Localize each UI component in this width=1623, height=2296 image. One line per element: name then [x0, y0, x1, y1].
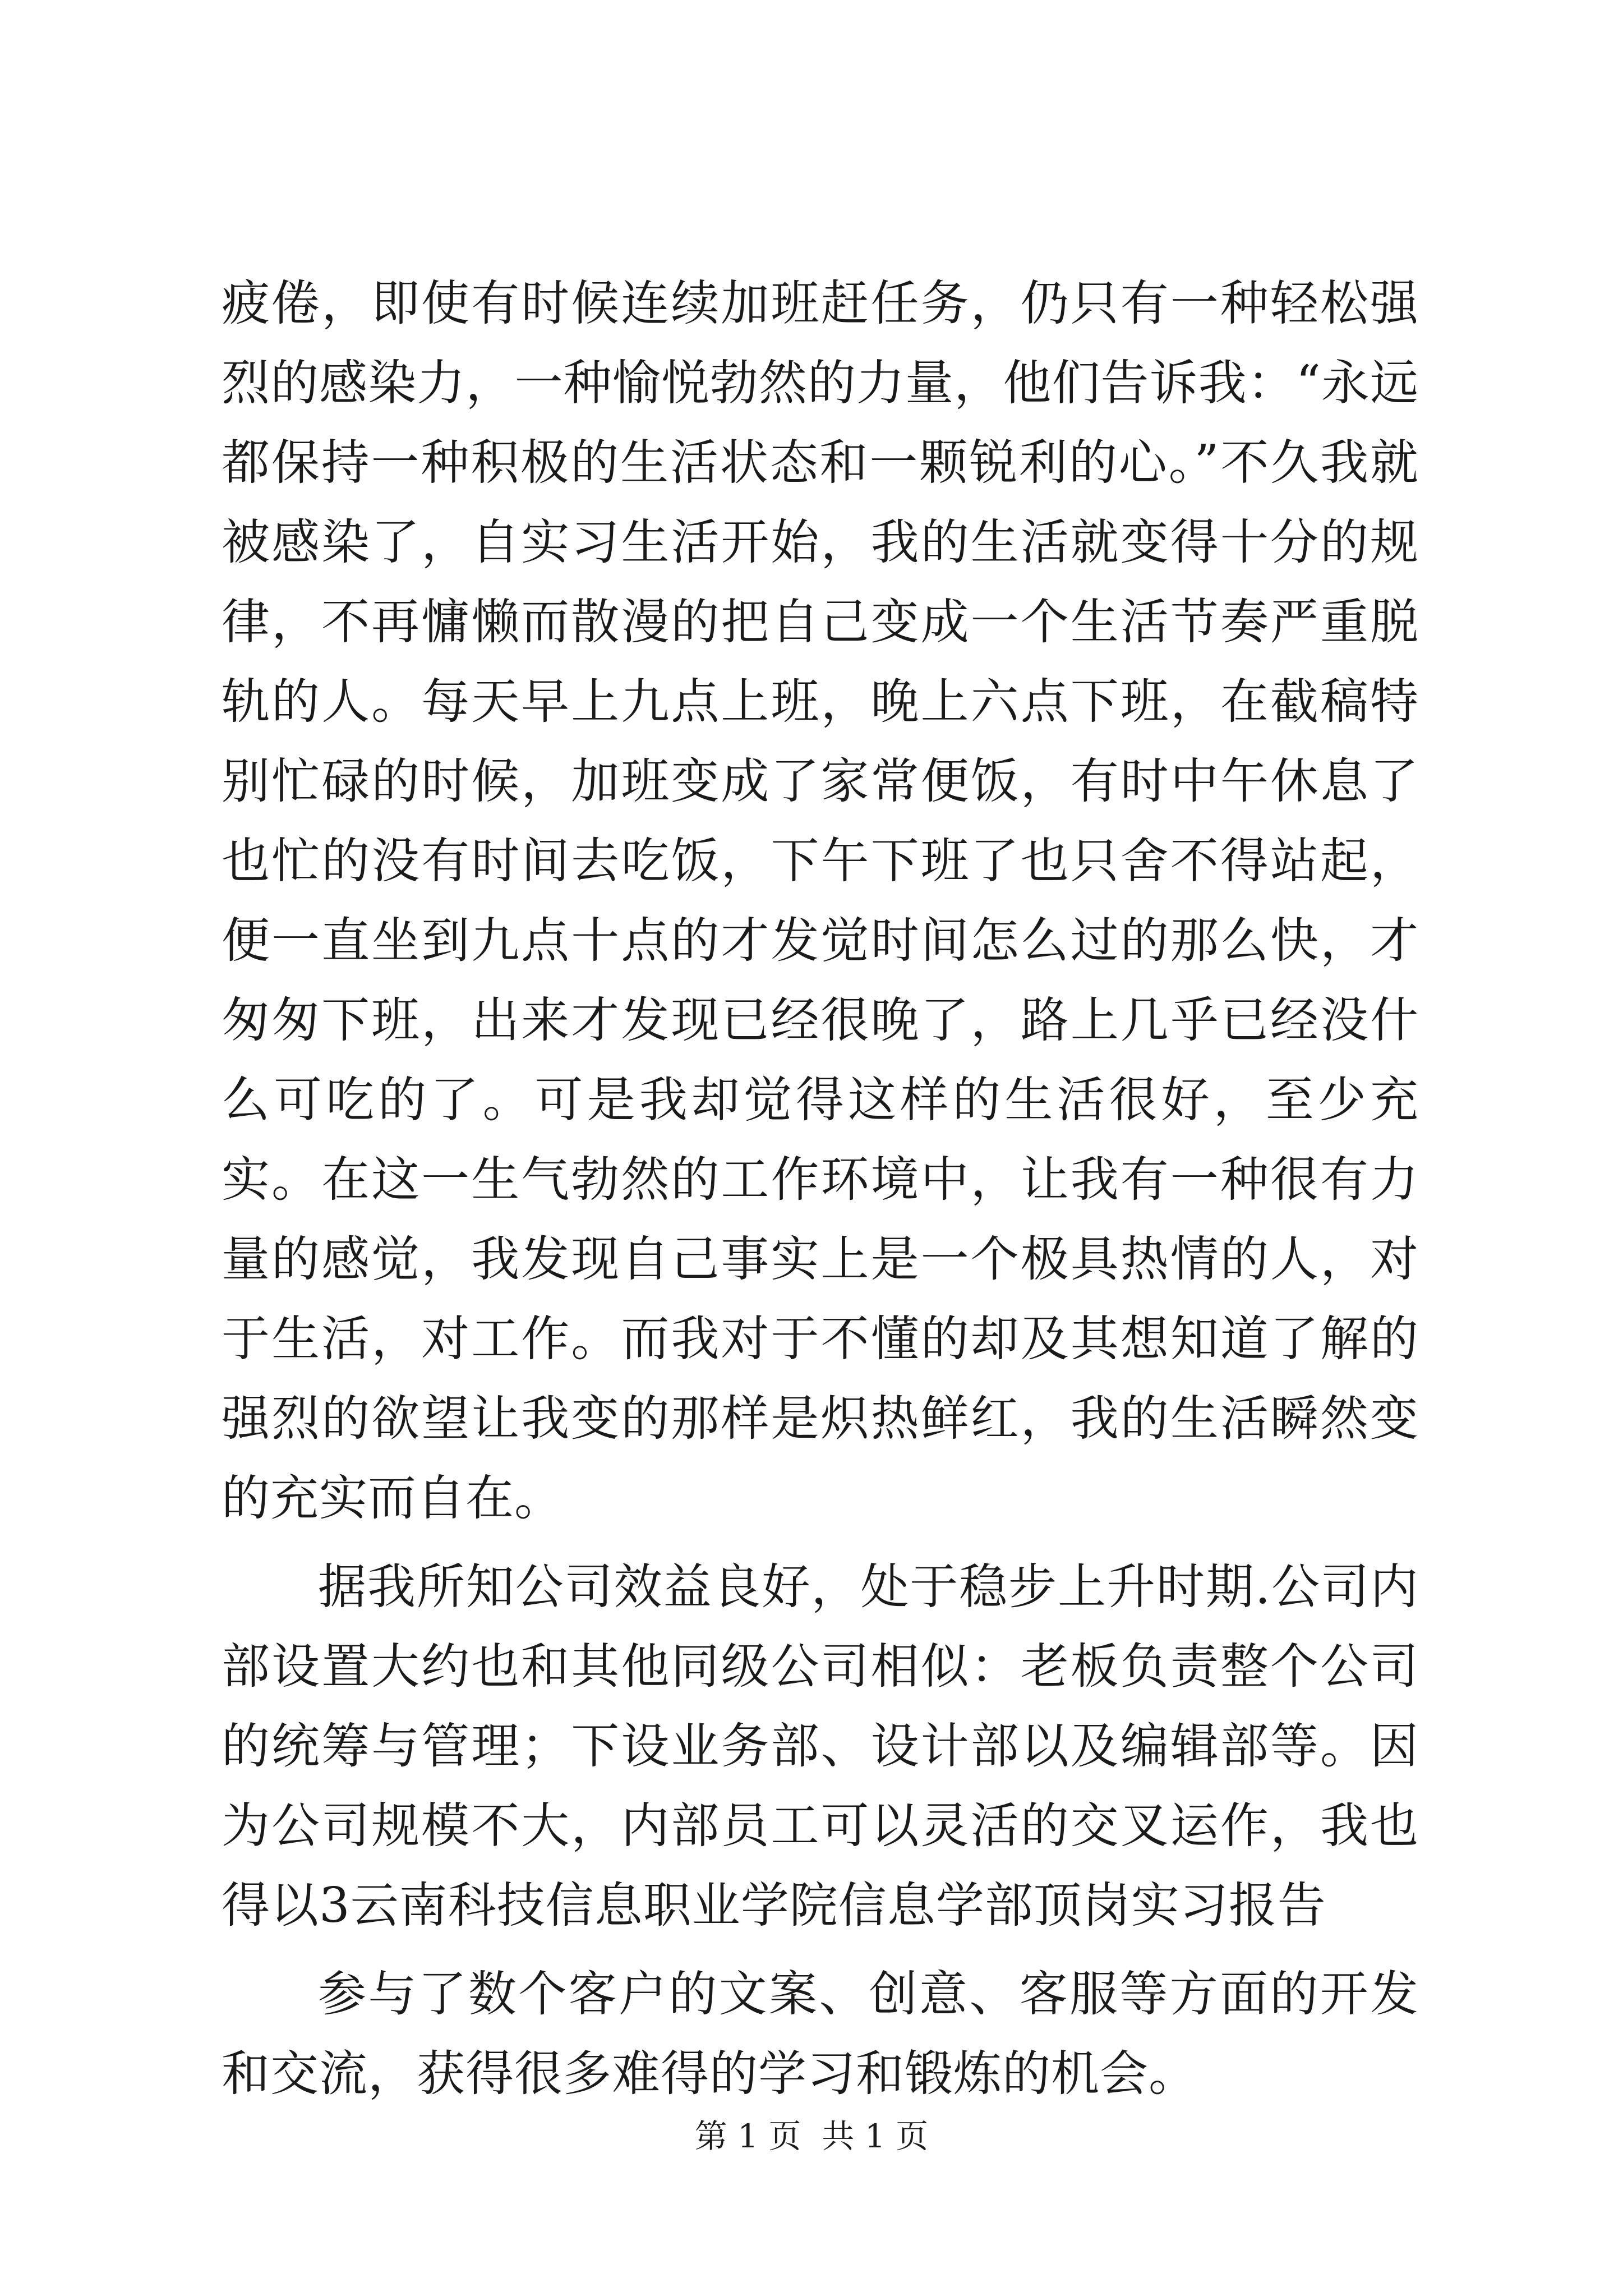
document-body — [222, 264, 1419, 2114]
page-footer — [0, 2114, 1623, 2159]
paragraph-1: 疲倦，即使有时候连续加班赶任务，仍只有一种轻松强烈的感染力，一种愉悦勃然的力量，他们告诉我：“永远都保持一种积极的生活状态和一颗锐利的心。”不久我就被感染了，自实习生活开始，我的生活就变得十分的规律，不再慵懒而散漫的把自己变成一个生活节奏严重脱轨的人。每天早上九点上班，晚上六点下班，在截稿特别忙碌的时候，加班变成了家常便饭，有时中午休息了也忙的没有时间去吃饭，下午下班了也只舍不得站起，便一直坐到九点十点的才发觉时间怎么过的那么快，才匆匆下班，出来才发现已经很晚了，路上几乎已经没什么可吃的了。可是我却觉得这样的生活很好，至少充实。在这一生气勃然的工作环境中，让我有一种很有力量的感觉，我发现自己事实上是一个极具热情的人，对于生活，对工作。而我对于不懂的却及其想知道了解的强烈的欲望让我变的那样是炽热鲜红，我的生活瞬然变的充实而自在。 — [222, 275, 1419, 1526]
page-number-label: 第 1 页 共 1 页 — [694, 2117, 929, 2155]
paragraph-3: 参与了数个客户的文案、创意、客服等方面的开发和交流，获得很多难得的学习和锻炼的机会。 — [222, 1966, 1419, 2102]
paragraph-2: 据我所知公司效益良好，处于稳步上升时期.公司内部设置大约也和其他同级公司相似：老板负责整个公司的统筹与管理；下设业务部、设计部以及编辑部等。因为公司规模不大，内部员工可以灵活的交叉运作，我也得以3云南科技信息职业学院信息学部顶岗实习报告 — [222, 1559, 1419, 1934]
